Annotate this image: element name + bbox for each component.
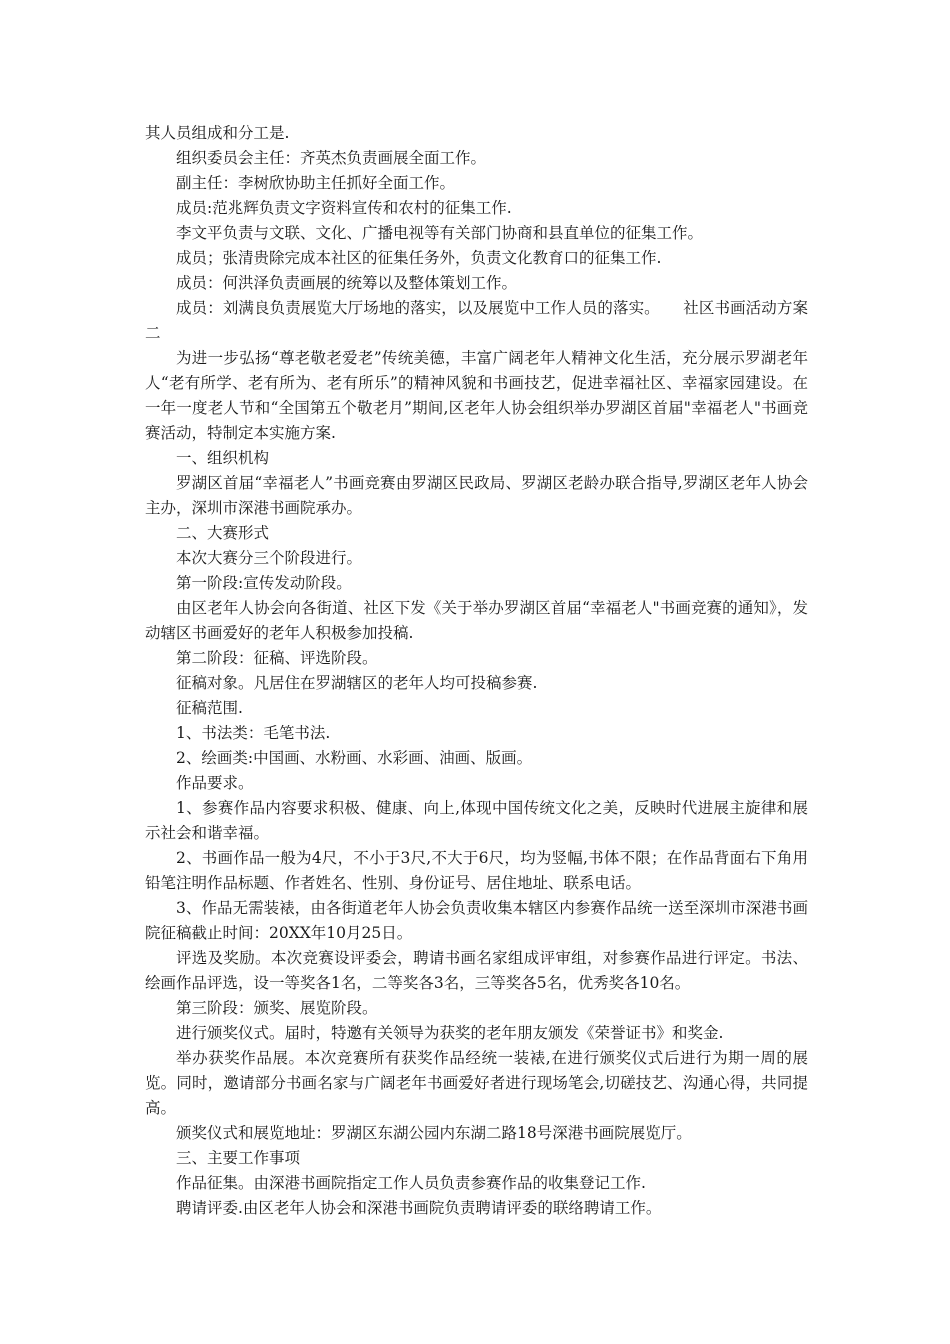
paragraph: 副主任：李树欣协助主任抓好全面工作。: [176, 174, 456, 192]
paragraph: 第三阶段：颁奖、展览阶段。: [176, 999, 378, 1017]
paragraph: 1、参赛作品内容要求积极、健康、向上,体现中国传统文化之美，反映时代进展主旋律和展示社会和谐幸福。: [145, 799, 808, 842]
paragraph: 本次大赛分三个阶段进行。: [176, 549, 363, 567]
paragraph: 成员；张清贵除完成本社区的征集任务外，负责文化教育口的征集工作.: [176, 249, 662, 267]
paragraph: 李文平负责与文联、文化、广播电视等有关部门协商和县直单位的征集工作。: [176, 224, 704, 242]
paragraph: 为进一步弘扬“尊老敬老爱老”传统美德，丰富广阔老年人精神文化生活，充分展示罗湖老年人“老有所学、老有所为、老有所乐”的精神风貌和书画技艺，促进幸福社区、幸福家园建设。在一年一度老人节和“全国第五个敬老月”期间,区老年人协会组织举办罗湖区首届"幸福老人"书画竞赛活动，特制定本实施方案.: [145, 349, 808, 442]
paragraph: 其人员组成和分工是.: [145, 124, 290, 142]
paragraph: 评选及奖励。本次竞赛设评委会，聘请书画名家组成评审组，对参赛作品进行评定。书法、绘画作品评选，设一等奖各1名，二等奖各3名，三等奖各5名，优秀奖各10名。: [145, 949, 808, 992]
document-page: [145, 121, 808, 1221]
paragraph: 聘请评委.由区老年人协会和深港书画院负责聘请评委的联络聘请工作。: [176, 1199, 662, 1217]
paragraph: 组织委员会主任：齐英杰负责画展全面工作。: [176, 149, 487, 167]
paragraph: 罗湖区首届“幸福老人”书画竞赛由罗湖区民政局、罗湖区老龄办联合指导,罗湖区老年人协会主办，深圳市深港书画院承办。: [145, 474, 808, 517]
section-heading: 三、主要工作事项: [176, 1149, 301, 1167]
paragraph: 第一阶段:宣传发动阶段。: [176, 574, 352, 592]
paragraph: 进行颁奖仪式。届时，特邀有关领导为获奖的老年朋友颁发《荣誉证书》和奖金.: [176, 1024, 724, 1042]
paragraph: 征稿对象。凡居住在罗湖辖区的老年人均可投稿参赛.: [176, 674, 538, 692]
paragraph: 第二阶段：征稿、评选阶段。: [176, 649, 378, 667]
paragraph: 由区老年人协会向各街道、社区下发《关于举办罗湖区首届“幸福老人"书画竞赛的通知》，发动辖区书画爱好的老年人积极参加投稿.: [145, 599, 808, 642]
paragraph: 1、书法类：毛笔书法.: [176, 724, 331, 742]
paragraph: 举办获奖作品展。本次竞赛所有获奖作品经统一装裱,在进行颁奖仪式后进行为期一周的展览。同时，邀请部分书画名家与广阔老年书画爱好者进行现场笔会,切磋技艺、沟通心得，共同提高。: [145, 1049, 808, 1117]
section-heading: 二、大赛形式: [176, 524, 270, 542]
paragraph: 征稿范围.: [176, 699, 243, 717]
paragraph: 作品要求。: [176, 774, 254, 792]
paragraph: 成员:范兆辉负责文字资料宣传和农村的征集工作.: [176, 199, 512, 217]
paragraph: 成员：何洪泽负责画展的统筹以及整体策划工作。: [176, 274, 518, 292]
paragraph: 2、书画作品一般为4尺，不小于3尺,不大于6尺，均为竖幅,书体不限；在作品背面右下角用铅笔注明作品标题、作者姓名、性别、身份证号、居住地址、联系电话。: [145, 849, 808, 892]
paragraph: 作品征集。由深港书画院指定工作人员负责参赛作品的收集登记工作.: [176, 1174, 646, 1192]
paragraph: 颁奖仪式和展览地址：罗湖区东湖公园内东湖二路18号深港书画院展览厅。: [176, 1124, 692, 1142]
paragraph: 2、绘画类:中国画、水粉画、水彩画、油画、版画。: [176, 749, 533, 767]
paragraph: 成员：刘满良负责展览大厅场地的落实，以及展览中工作人员的落实。 社区书画活动方案二: [145, 299, 808, 342]
section-heading: 一、组织机构: [176, 449, 270, 467]
paragraph: 3、作品无需装裱，由各街道老年人协会负责收集本辖区内参赛作品统一送至深圳市深港书画院征稿截止时间：20XX年10月25日。: [145, 899, 808, 942]
